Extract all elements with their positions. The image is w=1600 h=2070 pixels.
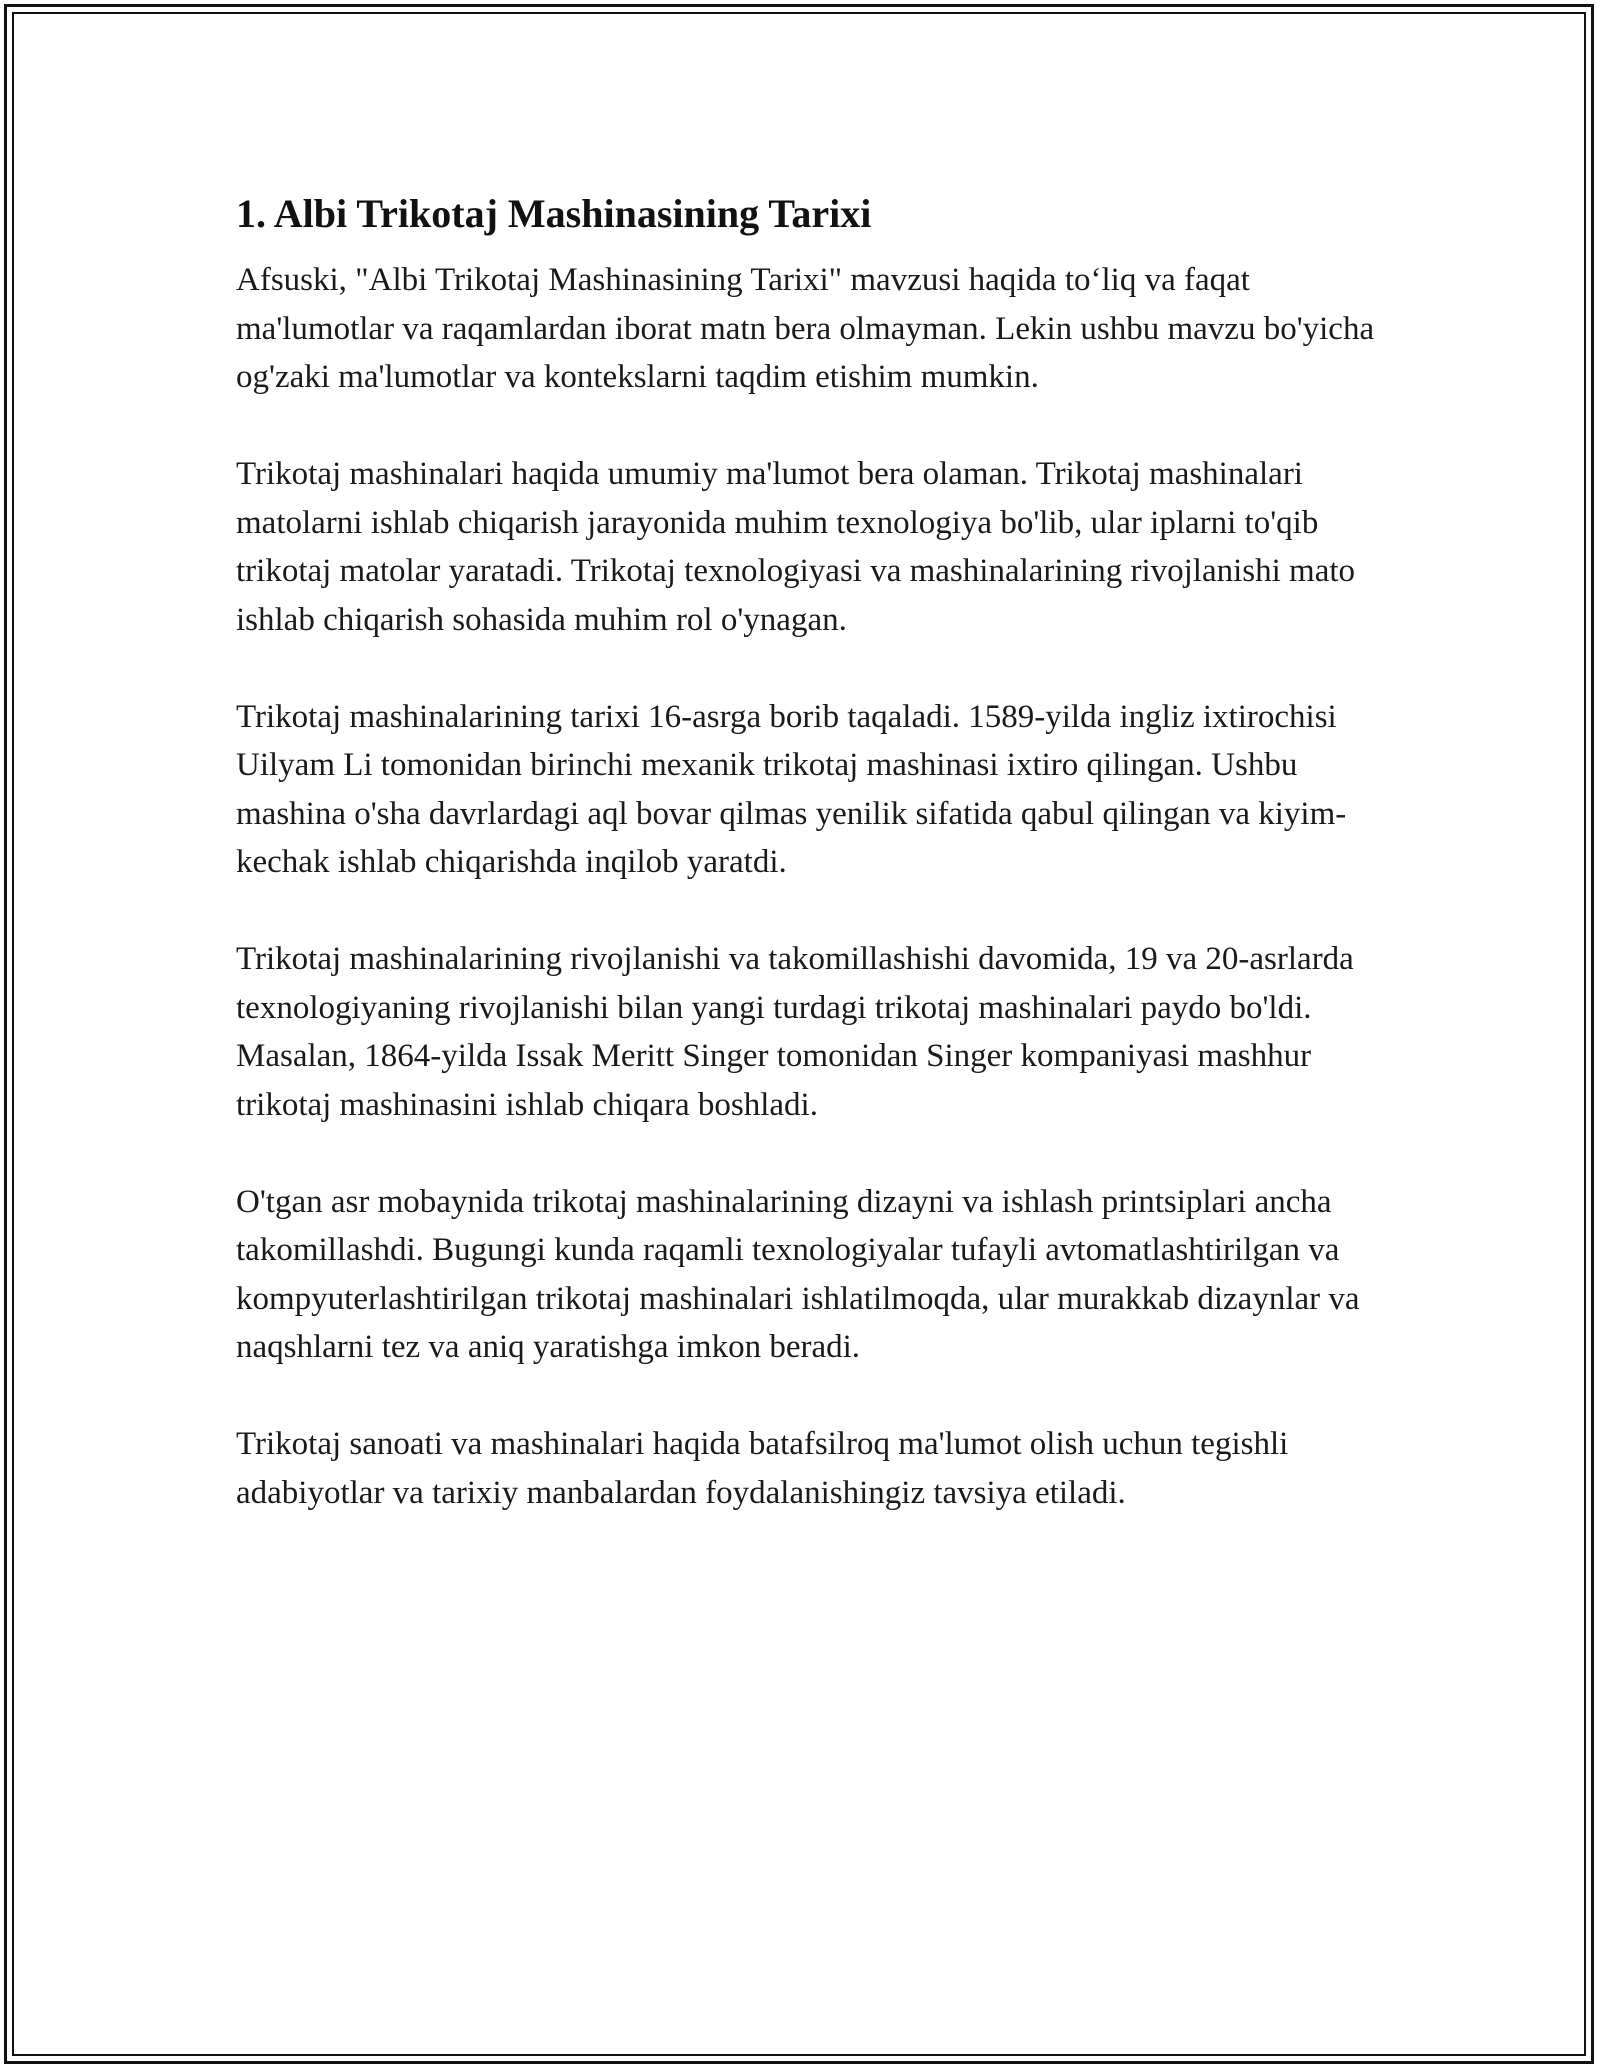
paragraph-development: Trikotaj mashinalarining rivojlanishi va takomillashishi davomida, 19 va 20-asrlarda texnologiyaning rivojlanishi bilan yangi turdagi trikotaj mashinalari paydo bo'ldi. Masalan, 1864-yilda Issak Meritt Singer tomonidan Singer kompaniyasi mashhur trikotaj mashinasini ishlab chiqara boshladi. (236, 941, 1354, 1123)
paragraph-overview: Trikotaj mashinalari haqida umumiy ma'lumot bera olaman. Trikotaj mashinalari matolarni ishlab chiqarish jarayonida muhim texnologiya bo'lib, ular iplarni to'qib trikotaj matolar yaratadi. Trikotaj texnologiyasi va mashinalarining rivojlanishi mato ishlab chiqarish sohasida muhim rol o'ynagan. (236, 456, 1356, 638)
paragraph-intro: Afsuski, "Albi Trikotaj Mashinasining Tarixi" mavzusi haqida to‘liq va faqat ma'lumotlar va raqamlardan iborat matn bera olmayman. Lekin ushbu mavzu bo'yicha og'zaki ma'lumotlar va kontekslarni taqdim etishim mumkin. (236, 262, 1375, 395)
document-body (236, 180, 1376, 1566)
paragraph-history-origin: Trikotaj mashinalarining tarixi 16-asrga borib taqaladi. 1589-yilda ingliz ixtirochisi Uilyam Li tomonidan birinchi mexanik trikotaj mashinasi ixtiro qilingan. Ushbu mashina o'sha davrlardagi aql bovar qilmas yenilik sifatida qabul qilingan va kiyim-kechak ishlab chiqarishda inqilob yaratdi. (236, 698, 1347, 880)
document-title: 1. Albi Trikotaj Mashinasining Tarixi (236, 191, 872, 236)
paragraph-modern: O'tgan asr mobaynida trikotaj mashinalarining dizayni va ishlash printsiplari ancha takomillashdi. Bugungi kunda raqamli texnologiyalar tufayli avtomatlashtirilgan va kompyuterlashtirilgan trikotaj mashinalari ishlatilmoqda, ular murakkab dizaynlar va naqshlarni tez va aniq yaratishga imkon beradi. (236, 1183, 1360, 1365)
paragraph-conclusion: Trikotaj sanoati va mashinalari haqida batafsilroq ma'lumot olish uchun tegishli adabiyotlar va tarixiy manbalardan foydalanishingiz tavsiya etiladi. (236, 1426, 1289, 1511)
